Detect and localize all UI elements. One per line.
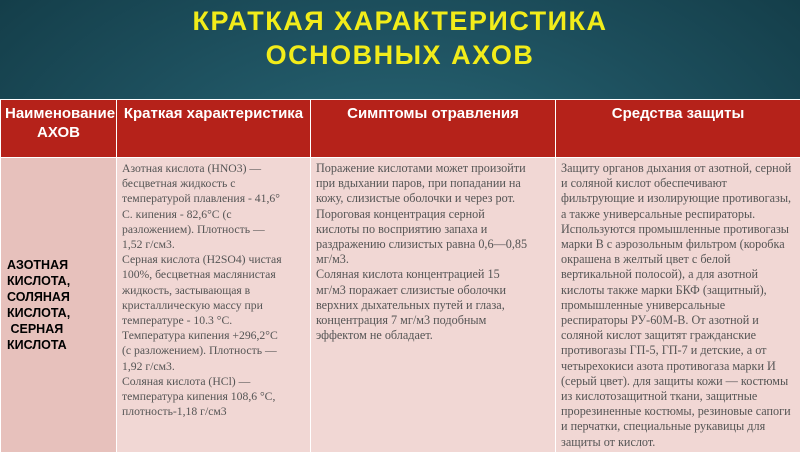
text-line: (серый цвет). для защиты кожи — костюмы xyxy=(561,374,795,389)
text-line: и соляной кислот обеспечивают xyxy=(561,176,795,191)
text-line: разложением). Плотность — xyxy=(122,222,305,237)
text-line: Соляная кислота (HCl) — xyxy=(122,374,305,389)
text-line: при вдыхании паров, при попадании на xyxy=(316,176,550,191)
cell-substance-names xyxy=(1,158,117,453)
text-line: а также универсальные респираторы. xyxy=(561,207,795,222)
text-line: Используются промышленные противогазы xyxy=(561,222,795,237)
ahov-table xyxy=(0,99,800,453)
text-line: фильтрующие и изолирующие противогазы, xyxy=(561,191,795,206)
text-line: Пороговая концентрация серной xyxy=(316,207,550,222)
text-line: прорезиненные костюмы, резиновые сапоги xyxy=(561,404,795,419)
header-name: Наименование АХОВ xyxy=(1,100,117,158)
text-line: 1,52 г/см3. xyxy=(122,237,305,252)
text-line: марки В с аэрозольным фильтром (коробка xyxy=(561,237,795,252)
name-line: АЗОТНАЯ xyxy=(7,257,110,273)
text-line: температурой плавления - 41,6° xyxy=(122,191,305,206)
cell-protection xyxy=(556,158,800,453)
header-characteristics: Краткая характеристика xyxy=(117,100,311,158)
text-line: защиты от кислот. xyxy=(561,435,795,450)
text-line: плотность-1,18 г/см3 xyxy=(122,404,305,419)
text-line: (с разложением). Плотность — xyxy=(122,343,305,358)
text-line: раздражению слизистых равна 0,6—0,85 xyxy=(316,237,550,252)
text-line: окрашена в желтый цвет с белой xyxy=(561,252,795,267)
name-line: СЕРНАЯ xyxy=(7,321,110,337)
text-line: бесцветная жидкость с xyxy=(122,176,305,191)
text-line: Азотная кислота (HNO3) — xyxy=(122,161,305,176)
text-line: верхних дыхательных путей и глаза, xyxy=(316,298,550,313)
text-line: противогазы ГП-5, ГП-7 и детские, а от xyxy=(561,343,795,358)
text-line: из кислотозащитной ткани, защитные xyxy=(561,389,795,404)
text-line: мг/м3 поражает слизистые оболочки xyxy=(316,283,550,298)
header-symptoms: Симптомы отравления xyxy=(311,100,556,158)
name-line: КИСЛОТА, xyxy=(7,273,110,289)
text-line: Соляная кислота концентрацией 15 xyxy=(316,267,550,282)
text-line: Поражение кислотами может произойти xyxy=(316,161,550,176)
title-line-2: ОСНОВНЫХ АХОВ xyxy=(0,38,800,72)
text-line: концентрация 7 мг/м3 подобным xyxy=(316,313,550,328)
text-line: кислоты также марки БКФ (защитный), xyxy=(561,283,795,298)
cell-characteristics xyxy=(117,158,311,453)
text-line: вертикальной полосой), а для азотной xyxy=(561,267,795,282)
text-line: кожу, слизистые оболочки и через рот. xyxy=(316,191,550,206)
text-line: 1,92 г/см3. xyxy=(122,359,305,374)
text-line: кристаллическую массу при xyxy=(122,298,305,313)
text-line: температуре - 10.3 °С. xyxy=(122,313,305,328)
text-line: мг/м3. xyxy=(316,252,550,267)
title-line-1: КРАТКАЯ ХАРАКТЕРИСТИКА xyxy=(0,4,800,38)
text-line: С. кипения - 82,6°С (с xyxy=(122,207,305,222)
text-line: 100%, бесцветная маслянистая xyxy=(122,267,305,282)
text-line: жидкость, застывающая в xyxy=(122,283,305,298)
name-line: КИСЛОТА xyxy=(7,337,110,353)
text-line: Защиту органов дыхания от азотной, серной xyxy=(561,161,795,176)
table-header-row xyxy=(1,100,800,158)
text-line: кислоты по восприятию запаха и xyxy=(316,222,550,237)
name-line: СОЛЯНАЯ xyxy=(7,289,110,305)
text-line: промышленные универсальные xyxy=(561,298,795,313)
text-line: эффектом не обладает. xyxy=(316,328,550,343)
text-line: четырехокиси азота противогаза марки И xyxy=(561,359,795,374)
name-line: КИСЛОТА, xyxy=(7,305,110,321)
text-line: температура кипения 108,6 °С, xyxy=(122,389,305,404)
text-line: Серная кислота (H2SO4) чистая xyxy=(122,252,305,267)
text-line: соляной кислот защитят гражданские xyxy=(561,328,795,343)
text-line: респираторы РУ-60М-В. От азотной и xyxy=(561,313,795,328)
text-line: Температура кипения +296,2°С xyxy=(122,328,305,343)
text-line: и перчатки, специальные рукавицы для xyxy=(561,419,795,434)
cell-symptoms xyxy=(311,158,556,453)
table-row xyxy=(1,158,800,453)
slide-title xyxy=(0,4,800,72)
header-protection: Средства защиты xyxy=(556,100,800,158)
